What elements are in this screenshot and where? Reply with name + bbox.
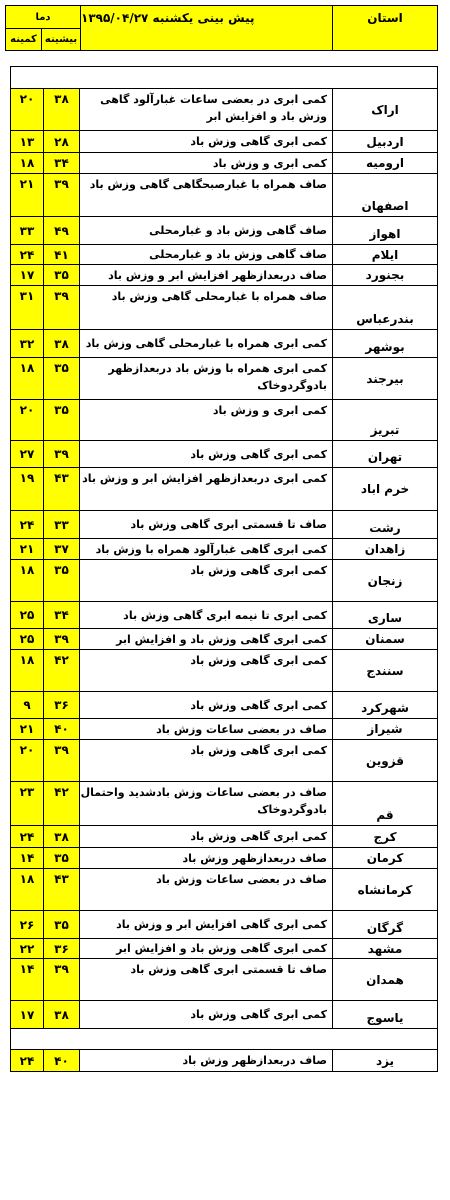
min-temp-cell <box>10 399 44 441</box>
max-temp: ۳۸ <box>54 336 69 351</box>
max-temp: ۴۲ <box>54 653 69 667</box>
forecast-cell <box>79 691 333 719</box>
min-temp: ۲۴ <box>19 1053 35 1068</box>
city-name: خرم اباد <box>360 482 410 496</box>
min-temp-cell <box>10 601 44 629</box>
city-name: تبریز <box>370 423 400 437</box>
city-cell <box>332 130 438 153</box>
max-temp: ۴۱ <box>54 247 69 262</box>
min-temp: ۲۴ <box>19 829 35 844</box>
city-name: تهران <box>367 450 403 464</box>
min-temp-cell <box>10 467 44 511</box>
forecast-cell <box>79 538 333 560</box>
forecast-cell <box>79 781 333 826</box>
max-temp: ۴۲ <box>54 785 69 799</box>
forecast-cell <box>79 440 333 468</box>
city-cell <box>332 691 438 719</box>
max-temp-cell <box>43 825 80 848</box>
city-cell <box>332 868 438 911</box>
forecast-text: کمی ابری گاهی وزش باد <box>190 135 327 148</box>
forecast-cell <box>79 173 333 217</box>
forecast-cell <box>79 510 333 539</box>
city-cell <box>332 440 438 468</box>
min-temp: ۲۱ <box>19 542 35 556</box>
city-name: کرمانشاه <box>357 882 413 897</box>
forecast-cell <box>79 825 333 848</box>
city-cell <box>332 399 438 441</box>
forecast-cell <box>79 601 333 629</box>
min-temp-cell <box>10 910 44 939</box>
city-name: قم <box>376 808 394 822</box>
max-temp-cell <box>43 152 80 174</box>
max-temp-cell <box>43 938 80 959</box>
min-temp: ۲۴ <box>19 517 35 532</box>
max-temp: ۴۳ <box>54 872 69 886</box>
max-temp: ۲۸ <box>54 134 69 149</box>
forecast-cell <box>79 958 333 1001</box>
max-temp-cell <box>43 958 80 1001</box>
max-temp: ۳۹ <box>54 447 69 461</box>
city-cell <box>332 1000 438 1029</box>
city-name: بجنورد <box>365 268 405 282</box>
city-cell <box>332 628 438 650</box>
min-temp: ۲۵ <box>19 608 35 622</box>
forecast-text: صاف گاهی وزش باد و غبارمحلی <box>149 224 327 237</box>
forecast-cell <box>79 130 333 153</box>
max-temp-cell <box>43 739 80 782</box>
min-temp: ۱۴ <box>19 851 35 865</box>
city-name: بیرجند <box>366 371 404 386</box>
forecast-text: صاف تا قسمتی ابری گاهی وزش باد <box>130 518 327 531</box>
max-temp: ۳۵ <box>54 403 69 417</box>
min-temp-cell <box>10 718 44 740</box>
min-temp-cell <box>10 152 44 174</box>
max-temp: ۳۶ <box>54 941 69 956</box>
forecast-cell <box>79 559 333 602</box>
min-temp-cell <box>10 244 44 265</box>
city-name: کرمان <box>366 851 404 865</box>
city-cell <box>332 718 438 740</box>
forecast-text: صاف در بعضی ساعات وزش بادشدید واحتمال بادوگردوخاک <box>80 786 327 816</box>
min-temp: ۱۸ <box>19 872 35 886</box>
forecast-cell <box>79 152 333 174</box>
forecast-text: صاف دربعدازظهر وزش باد <box>182 1054 327 1067</box>
max-temp: ۳۴ <box>54 156 69 170</box>
min-temp-cell <box>10 868 44 911</box>
min-temp: ۱۸ <box>19 563 35 577</box>
forecast-text: کمی ابری گاهی غبارآلود همراه با وزش باد <box>95 542 327 556</box>
forecast-text: صاف همراه با غبارصبحگاهی گاهی وزش باد <box>89 178 327 191</box>
max-temp-cell <box>43 538 80 560</box>
city-name: ساری <box>367 611 403 625</box>
max-temp-cell <box>43 216 80 245</box>
min-temp: ۱۹ <box>19 471 35 485</box>
forecast-text: کمی ابری و وزش باد <box>212 404 327 417</box>
forecast-text: کمی ابری گاهی وزش باد و افزایش ابر <box>116 942 327 955</box>
city-name: کرج <box>373 829 397 844</box>
city-name: قزوین <box>365 753 405 768</box>
city-name: اهواز <box>369 227 401 241</box>
forecast-cell <box>79 847 333 869</box>
max-temp-cell <box>43 329 80 358</box>
min-temp-cell <box>10 440 44 468</box>
forecast-cell <box>79 739 333 782</box>
max-temp-cell <box>43 173 80 217</box>
min-temp-cell <box>10 285 44 330</box>
city-cell <box>332 329 438 358</box>
city-cell <box>332 825 438 848</box>
max-temp: ۳۳ <box>54 517 69 532</box>
max-temp: ۴۰ <box>54 1053 69 1068</box>
min-temp-cell <box>10 649 44 692</box>
forecast-title-text: پیش بینی یکشنبه ۱۳۹۵/۰۴/۲۷ <box>81 11 255 25</box>
min-temp-cell <box>10 357 44 400</box>
min-temp: ۲۷ <box>19 447 35 461</box>
max-temp: ۴۳ <box>54 471 69 485</box>
max-temp-cell <box>43 559 80 602</box>
max-temp-cell <box>43 88 80 131</box>
forecast-text: صاف دربعدازظهر افزایش ابر و وزش باد <box>108 268 327 282</box>
city-cell <box>332 938 438 959</box>
forecast-cell <box>79 357 333 400</box>
forecast-text: کمی ابری و وزش باد <box>212 156 327 170</box>
province-label: استان <box>367 11 403 25</box>
min-temp-cell <box>10 781 44 826</box>
max-temp-cell <box>43 691 80 719</box>
min-temp-cell <box>10 216 44 245</box>
forecast-text: صاف همراه با غبارمحلی گاهی وزش باد <box>111 290 327 303</box>
min-temp-cell <box>10 938 44 959</box>
min-temp-cell <box>10 130 44 153</box>
forecast-text: کمی ابری گاهی وزش باد <box>190 564 327 577</box>
forecast-cell <box>79 88 333 131</box>
min-temp: ۹ <box>23 698 31 712</box>
forecast-text: کمی ابری همراه با غبارمحلی گاهی وزش باد <box>85 337 327 350</box>
max-temp-cell <box>43 910 80 939</box>
city-cell <box>332 216 438 245</box>
max-temp: ۳۹ <box>54 289 69 303</box>
forecast-cell <box>79 285 333 330</box>
min-temp-cell <box>10 538 44 560</box>
min-temp: ۲۲ <box>19 941 35 956</box>
max-temp: ۳۶ <box>54 698 69 712</box>
min-temp: ۱۷ <box>19 268 35 282</box>
min-temp-cell <box>10 173 44 217</box>
min-temp-cell <box>10 510 44 539</box>
min-temp: ۱۸ <box>19 361 35 375</box>
max-temp: ۳۹ <box>54 962 69 976</box>
max-temp: ۳۸ <box>54 829 69 844</box>
city-name: سنندج <box>366 663 404 678</box>
city-name: مشهد <box>367 941 403 956</box>
forecast-cell <box>79 1000 333 1029</box>
city-cell <box>332 910 438 939</box>
max-temp-cell <box>43 399 80 441</box>
max-temp: ۴۹ <box>54 223 69 238</box>
min-temp-cell <box>10 1000 44 1029</box>
city-name: زاهدان <box>364 542 406 556</box>
city-name: شهرکرد <box>361 701 409 715</box>
max-temp-cell <box>43 1049 80 1072</box>
min-temp: ۲۴ <box>19 247 35 262</box>
min-temp: ۱۷ <box>19 1007 35 1022</box>
forecast-text: کمی ابری گاهی وزش باد و افزایش ابر <box>116 632 327 646</box>
max-temp-cell <box>43 847 80 869</box>
max-temp-cell <box>43 781 80 826</box>
forecast-text: صاف در بعضی ساعات وزش باد <box>156 722 327 736</box>
max-temp-cell <box>43 649 80 692</box>
forecast-cell <box>79 216 333 245</box>
forecast-cell <box>79 910 333 939</box>
forecast-text: کمی ابری گاهی وزش باد <box>190 698 327 712</box>
city-cell <box>332 264 438 286</box>
city-cell <box>332 1049 438 1072</box>
forecast-text: صاف تا قسمتی ابری گاهی وزش باد <box>130 963 327 976</box>
city-cell <box>332 244 438 265</box>
forecast-cell <box>79 244 333 265</box>
min-temp-cell <box>10 691 44 719</box>
max-temp: ۳۸ <box>54 1007 69 1022</box>
city-name: ایلام <box>371 247 399 262</box>
forecast-text: صاف دربعدازظهر وزش باد <box>182 851 327 865</box>
min-temp: ۱۸ <box>19 156 35 170</box>
city-name: همدان <box>366 972 404 987</box>
min-temp-cell <box>10 628 44 650</box>
max-temp: ۳۷ <box>54 542 69 556</box>
table-top-frame <box>10 66 438 89</box>
forecast-text: کمی ابری گاهی وزش باد <box>190 744 327 757</box>
min-temp: ۳۲ <box>19 336 35 351</box>
city-name: اراک <box>371 102 399 117</box>
max-temp: ۳۵ <box>54 361 69 375</box>
forecast-cell <box>79 649 333 692</box>
min-temp-cell <box>10 329 44 358</box>
forecast-text: کمی ابری گاهی وزش باد <box>190 1008 327 1021</box>
max-temp-cell <box>43 264 80 286</box>
forecast-cell <box>79 399 333 441</box>
forecast-cell <box>79 628 333 650</box>
min-temp-cell <box>10 847 44 869</box>
city-cell <box>332 173 438 217</box>
max-temp: ۳۵ <box>54 563 69 577</box>
min-temp: ۱۳ <box>19 134 35 149</box>
forecast-text: کمی ابری دربعدازظهر افزایش ابر و وزش باد <box>82 472 327 485</box>
min-temp: ۱۴ <box>19 962 35 976</box>
max-temp-cell <box>43 868 80 911</box>
min-temp: ۲۵ <box>19 632 35 646</box>
max-label: بیشینه <box>44 34 78 45</box>
city-cell <box>332 538 438 560</box>
min-temp: ۲۱ <box>19 177 35 191</box>
max-temp-cell <box>43 357 80 400</box>
forecast-cell <box>79 467 333 511</box>
max-temp: ۳۹ <box>54 177 69 191</box>
forecast-cell <box>79 1049 333 1072</box>
city-cell <box>332 357 438 400</box>
max-temp-cell <box>43 440 80 468</box>
min-temp-cell <box>10 264 44 286</box>
max-temp-cell <box>43 467 80 511</box>
max-temp-cell <box>43 628 80 650</box>
row-gap <box>10 1028 438 1050</box>
forecast-text: کمی ابری گاهی وزش باد <box>190 654 327 667</box>
max-temp-cell <box>43 718 80 740</box>
min-temp: ۲۰ <box>19 403 35 417</box>
city-cell <box>332 601 438 629</box>
city-name: بوشهر <box>365 340 405 354</box>
forecast-text: صاف در بعضی ساعات وزش باد <box>156 873 327 886</box>
min-temp-cell <box>10 739 44 782</box>
max-temp-cell <box>43 1000 80 1029</box>
city-name: اردبیل <box>366 134 404 149</box>
city-name: زنجان <box>367 573 403 588</box>
min-temp: ۲۳ <box>19 785 35 799</box>
max-temp: ۳۵ <box>54 917 69 932</box>
min-temp: ۱۸ <box>19 653 35 667</box>
max-temp-cell <box>43 130 80 153</box>
forecast-text: کمی ابری تا نیمه ابری گاهی وزش باد <box>123 608 327 622</box>
min-temp-cell <box>10 559 44 602</box>
city-name: رشت <box>369 521 401 535</box>
city-name: یزد <box>375 1053 395 1068</box>
max-temp: ۳۹ <box>54 743 69 757</box>
min-temp-cell <box>10 88 44 131</box>
min-temp: ۳۳ <box>19 223 35 238</box>
max-temp: ۳۵ <box>54 851 69 865</box>
min-temp: ۲۱ <box>19 722 35 736</box>
city-name: شیراز <box>367 722 403 736</box>
city-cell <box>332 285 438 330</box>
city-cell <box>332 559 438 602</box>
city-name: بندرعباس <box>356 312 414 326</box>
city-cell <box>332 958 438 1001</box>
city-cell <box>332 510 438 539</box>
min-temp: ۳۱ <box>19 289 35 303</box>
city-name: اصفهان <box>361 199 409 213</box>
max-temp-cell <box>43 601 80 629</box>
city-name: ارومیه <box>365 156 405 170</box>
city-cell <box>332 847 438 869</box>
city-name: گرگان <box>366 921 404 935</box>
max-temp: ۳۹ <box>54 632 69 646</box>
min-temp: ۲۶ <box>19 917 35 932</box>
city-cell <box>332 467 438 511</box>
max-temp-cell <box>43 510 80 539</box>
forecast-cell <box>79 329 333 358</box>
max-temp-cell <box>43 285 80 330</box>
max-temp: ۳۸ <box>54 92 69 106</box>
city-cell <box>332 152 438 174</box>
max-temp-cell <box>43 244 80 265</box>
forecast-text: کمی ابری گاهی افزایش ابر و وزش باد <box>116 918 327 931</box>
city-cell <box>332 781 438 826</box>
temp-label: دما <box>35 11 51 23</box>
min-label: کمینه <box>10 34 37 45</box>
forecast-text: کمی ابری گاهی وزش باد <box>190 830 327 843</box>
max-temp: ۳۵ <box>54 268 69 282</box>
min-temp-cell <box>10 1049 44 1072</box>
forecast-cell <box>79 264 333 286</box>
forecast-cell <box>79 938 333 959</box>
forecast-text: کمی ابری در بعضی ساعات غبارآلود گاهی وزش باد و افزایش ابر <box>100 93 327 123</box>
city-name: سمنان <box>365 632 405 646</box>
min-temp: ۲۰ <box>19 743 35 757</box>
min-temp-cell <box>10 958 44 1001</box>
city-cell <box>332 88 438 131</box>
forecast-text: کمی ابری گاهی وزش باد <box>190 447 327 461</box>
forecast-text: کمی ابری همراه با وزش باد دربعدازظهر بادوگردوخاک <box>108 362 327 392</box>
forecast-cell <box>79 868 333 911</box>
min-temp-cell <box>10 825 44 848</box>
city-cell <box>332 649 438 692</box>
min-temp: ۲۰ <box>19 92 35 106</box>
city-cell <box>332 739 438 782</box>
max-temp: ۳۴ <box>54 608 69 622</box>
forecast-cell <box>79 718 333 740</box>
max-temp: ۴۰ <box>54 722 69 736</box>
forecast-text: صاف گاهی وزش باد و غبارمحلی <box>149 248 327 261</box>
city-name: یاسوج <box>366 1011 404 1025</box>
